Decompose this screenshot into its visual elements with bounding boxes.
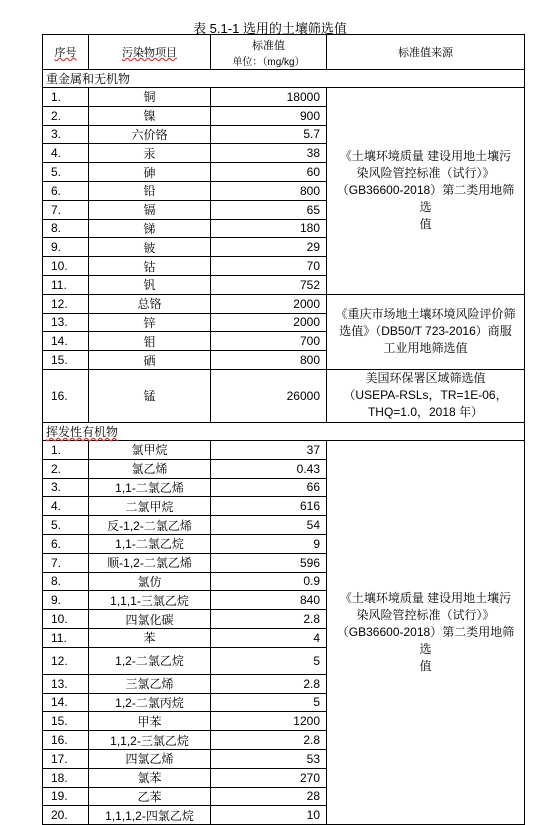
row-number: 16. [43, 731, 89, 750]
row-number: 11. [43, 275, 89, 294]
source-gb36600-voc-line1: 《土壤环境质量 建设用地土壤污 [339, 591, 512, 606]
pollutant-name: 氯苯 [89, 768, 211, 787]
pollutant-name: 四氯乙烯 [89, 749, 211, 768]
standard-value: 9 [211, 534, 327, 553]
row-number: 14. [43, 332, 89, 351]
pollutant-name: 锌 [89, 313, 211, 332]
standard-value: 29 [211, 238, 327, 257]
header-standard [211, 35, 327, 70]
row-number: 6. [43, 534, 89, 553]
pollutant-name: 二氯甲烷 [89, 497, 211, 516]
row-number: 14. [43, 693, 89, 712]
standard-value: 70 [211, 257, 327, 276]
standard-value: 700 [211, 332, 327, 351]
header-pollutant: 污染物项目 [89, 35, 211, 70]
header-standard-line2: 单位：（mg/kg） [232, 56, 305, 68]
pollutant-name: 1,2-二氯乙烷 [89, 647, 211, 674]
standard-value: 270 [211, 768, 327, 787]
header-seq: 序号 [43, 35, 89, 70]
pollutant-name: 钼 [89, 332, 211, 351]
row-number: 2. [43, 106, 89, 125]
table-row [43, 369, 525, 422]
row-number: 15. [43, 712, 89, 731]
row-number: 19. [43, 787, 89, 806]
standard-value: 5.7 [211, 125, 327, 144]
pollutant-name: 铍 [89, 238, 211, 257]
row-number: 3. [43, 125, 89, 144]
standard-value: 900 [211, 106, 327, 125]
pollutant-name: 1,1,2-三氯乙烷 [89, 731, 211, 750]
table-row [43, 88, 525, 107]
pollutant-name: 锰 [89, 369, 211, 422]
pollutant-name: 锑 [89, 219, 211, 238]
standard-value: 0.43 [211, 459, 327, 478]
row-number: 1. [43, 440, 89, 459]
table-row [43, 440, 525, 459]
standard-value: 0.9 [211, 572, 327, 591]
row-number: 12. [43, 647, 89, 674]
standard-value: 10 [211, 806, 327, 825]
row-number: 5. [43, 163, 89, 182]
pollutant-name: 氯甲烷 [89, 440, 211, 459]
source-db50-line3: 工业用地筛选值 [383, 341, 468, 356]
standard-value: 2.8 [211, 610, 327, 629]
row-number: 17. [43, 749, 89, 768]
standard-value: 28 [211, 787, 327, 806]
pollutant-name: 砷 [89, 163, 211, 182]
table-row [43, 294, 525, 313]
pollutant-name: 顺-1,2-二氯乙烯 [89, 553, 211, 572]
pollutant-name: 钒 [89, 275, 211, 294]
row-number: 3. [43, 478, 89, 497]
row-number: 4. [43, 144, 89, 163]
standard-value: 800 [211, 181, 327, 200]
row-number: 13. [43, 674, 89, 693]
pollutant-name: 硒 [89, 351, 211, 370]
source-gb36600-line2: 染风险管控标准（试行）》 [356, 166, 495, 181]
standard-value: 752 [211, 275, 327, 294]
row-number: 9. [43, 591, 89, 610]
source-db50-line2: 选值》（DB50/T 723-2016）商服 [339, 324, 512, 339]
header-source: 标准值来源 [327, 35, 525, 70]
row-number: 12. [43, 294, 89, 313]
pollutant-name: 乙苯 [89, 787, 211, 806]
standard-value: 5 [211, 647, 327, 674]
standard-value: 800 [211, 351, 327, 370]
standard-value: 26000 [211, 369, 327, 422]
pollutant-name: 总铬 [89, 294, 211, 313]
pollutant-name: 铜 [89, 88, 211, 107]
row-number: 10. [43, 257, 89, 276]
pollutant-name: 苯 [89, 628, 211, 647]
pollutant-name: 四氯化碳 [89, 610, 211, 629]
source-usepa-line1: 美国环保署区域筛选值 [365, 371, 486, 386]
standard-value: 2000 [211, 294, 327, 313]
standard-value: 54 [211, 516, 327, 535]
source-gb36600-voc-line2: 染风险管控标准（试行）》 [356, 608, 495, 623]
source-usepa-line3: THQ=1.0，2018 年） [367, 405, 484, 420]
section-voc-title: 挥发性有机物 [43, 422, 525, 440]
source-gb36600-line4: 值 [419, 217, 432, 232]
row-number: 15. [43, 351, 89, 370]
row-number: 8. [43, 572, 89, 591]
row-number: 6. [43, 181, 89, 200]
row-number: 1. [43, 88, 89, 107]
pollutant-name: 氯仿 [89, 572, 211, 591]
pollutant-name: 铅 [89, 181, 211, 200]
row-number: 13. [43, 313, 89, 332]
source-db50-line1: 《重庆市场地土壤环境风险评价筛 [335, 307, 516, 322]
standard-value: 53 [211, 749, 327, 768]
source-gb36600-voc-line4: 值 [419, 659, 432, 674]
standard-value: 2000 [211, 313, 327, 332]
pollutant-name: 甲苯 [89, 712, 211, 731]
source-usepa [327, 369, 525, 422]
pollutant-name: 氯乙烯 [89, 459, 211, 478]
standard-value: 180 [211, 219, 327, 238]
source-usepa-line2: （USEPA-RSLs，TR=1E-06， [343, 388, 508, 403]
table-title: 表 5.1-1 选用的土壤筛选值 [193, 21, 347, 36]
row-number: 9. [43, 238, 89, 257]
section-heavy-metals-title: 重金属和无机物 [43, 70, 525, 88]
source-gb36600 [327, 88, 525, 295]
screening-values-table [42, 34, 525, 825]
standard-value: 38 [211, 144, 327, 163]
standard-value: 18000 [211, 88, 327, 107]
row-number: 10. [43, 610, 89, 629]
row-number: 7. [43, 553, 89, 572]
pollutant-name: 镉 [89, 200, 211, 219]
row-number: 4. [43, 497, 89, 516]
standard-value: 66 [211, 478, 327, 497]
source-gb36600-line3: （GB36600-2018）第二类用地筛选 [336, 183, 515, 215]
row-number: 18. [43, 768, 89, 787]
row-number: 20. [43, 806, 89, 825]
standard-value: 65 [211, 200, 327, 219]
row-number: 7. [43, 200, 89, 219]
header-row [43, 35, 525, 70]
row-number: 8. [43, 219, 89, 238]
standard-value: 2.8 [211, 674, 327, 693]
pollutant-name: 1,1,1-三氯乙烷 [89, 591, 211, 610]
standard-value: 5 [211, 693, 327, 712]
standard-value: 596 [211, 553, 327, 572]
source-gb36600-voc [327, 440, 525, 824]
pollutant-name: 1,1,1,2-四氯乙烷 [89, 806, 211, 825]
pollutant-name: 1,1-二氯乙烯 [89, 478, 211, 497]
pollutant-name: 钴 [89, 257, 211, 276]
pollutant-name: 1,1-二氯乙烷 [89, 534, 211, 553]
standard-value: 616 [211, 497, 327, 516]
row-number: 2. [43, 459, 89, 478]
standard-value: 37 [211, 440, 327, 459]
standard-value: 840 [211, 591, 327, 610]
source-db50 [327, 294, 525, 369]
source-gb36600-voc-line3: （GB36600-2018）第二类用地筛选 [336, 625, 515, 657]
standard-value: 1200 [211, 712, 327, 731]
row-number: 16. [43, 369, 89, 422]
standard-value: 60 [211, 163, 327, 182]
row-number: 5. [43, 516, 89, 535]
pollutant-name: 镍 [89, 106, 211, 125]
pollutant-name: 六价铬 [89, 125, 211, 144]
pollutant-name: 反-1,2-二氯乙烯 [89, 516, 211, 535]
standard-value: 2.8 [211, 731, 327, 750]
pollutant-name: 1,2-二氯丙烷 [89, 693, 211, 712]
pollutant-name: 三氯乙烯 [89, 674, 211, 693]
pollutant-name: 汞 [89, 144, 211, 163]
header-standard-line1: 标准值 [252, 39, 285, 52]
standard-value: 4 [211, 628, 327, 647]
row-number: 11. [43, 628, 89, 647]
source-gb36600-line1: 《土壤环境质量 建设用地土壤污 [339, 149, 512, 164]
